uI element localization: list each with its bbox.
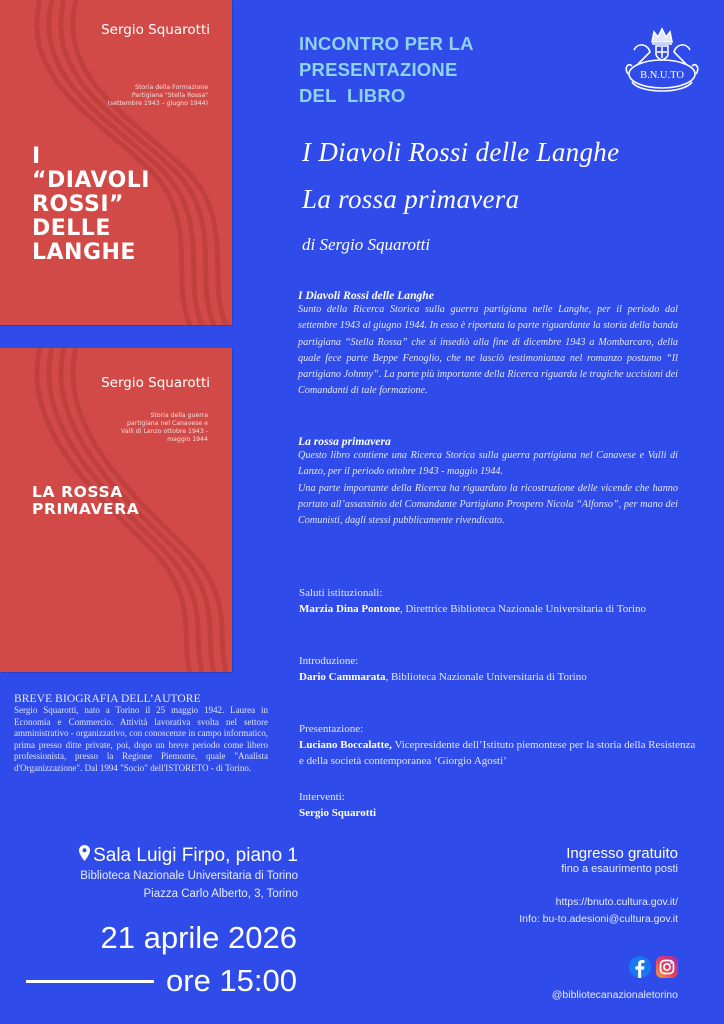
book-title-1: I Diavoli Rossi delle Langhe <box>302 137 620 167</box>
cover-title <box>32 484 139 518</box>
cover-subtitle-line: Storia della Formazione <box>135 84 208 91</box>
event-time-row <box>26 963 297 999</box>
location-pin-icon <box>79 845 90 867</box>
cover-title-line: LANGHE <box>32 240 136 265</box>
program-item-presentazione <box>299 721 699 769</box>
event-address: Piazza Carlo Alberto, 3, Torino <box>143 888 298 900</box>
speaker-name: Sergio Squarotti <box>299 807 377 819</box>
synopsis-rossa-primavera <box>298 435 678 529</box>
entry-info: Ingresso gratuito <box>566 845 678 862</box>
program-label: Saluti istituzionali: <box>299 587 383 599</box>
social-icons <box>629 956 678 978</box>
event-place: Sala Luigi Firpo, piano 1 <box>93 845 298 866</box>
program-item-introduzione <box>299 653 699 685</box>
program-item-saluti <box>299 585 699 617</box>
cover-title-line: ROSSI” <box>32 192 124 217</box>
byline: di Sergio Squarotti <box>302 235 431 254</box>
cover-subtitle <box>108 84 208 108</box>
library-crest-icon <box>622 24 702 100</box>
event-venue: Biblioteca Nazionale Universitaria di Torino <box>80 870 298 882</box>
cover-subtitle-line: partigiana nel Canavese e <box>126 420 208 427</box>
cover-title-line: DELLE <box>32 216 111 241</box>
program-label: Introduzione: <box>299 655 359 667</box>
synopsis-text: Sunto della Ricerca Storica sulla guerra partigiana nelle Langhe, per il periodo dal settembre 1943 al giugno 1944. In esso è riportata la parte riguardante la storia della banda partigiana “Stella Rossa” che si insediò alla fine di dicembre 1943 a Mombarcaro, della quale fece parte Beppe Fenoglio, che ne lasciò testimonianza nel romanzo postumo “Il partigiano Johnny”. La parte più importante della Ricerca riguarda le tragiche uccisioni dei Comandanti di tale formazione. <box>298 304 678 397</box>
event-location <box>18 845 298 903</box>
bio-text: Sergio Squarotti, nato a Torino il 25 maggio 1942. Laurea in Economia e Commercio. Attività lavorativa svolta nel settore amministrativo - organizzativo, con conoscenze in campo informatico, prima presso ditte private, poi, dopo un breve periodo come libero professionista, presso la Regione Piemonte, quale "Analista d'Organizzazione". Dal 1994 "Socio" dell'ISTORETO - di Torino. <box>14 705 268 773</box>
event-heading <box>299 31 474 109</box>
event-info <box>519 845 678 928</box>
cover-title-line: LA ROSSA <box>32 483 123 501</box>
event-heading-line: DEL LIBRO <box>299 85 406 106</box>
bio-title: BREVE BIOGRAFIA DELL’AUTORE <box>14 693 201 705</box>
book-title-2: La rossa primavera <box>302 184 520 214</box>
cover-author: Sergio Squarotti <box>101 22 210 38</box>
event-heading-line: INCONTRO PER LA <box>299 33 474 54</box>
event-time: ore 15:00 <box>166 963 297 998</box>
synopsis-diavoli-rossi <box>298 289 678 400</box>
program-item-interventi <box>299 789 699 821</box>
email-link[interactable]: Info: bu-to.adesioni@cultura.gov.it <box>519 913 678 925</box>
cover-subtitle-line: Valli di Lanzo ottobre 1943 - <box>121 428 208 435</box>
author-bio <box>14 693 268 775</box>
program-label: Presentazione: <box>299 723 364 735</box>
speaker-role: , Direttrice Biblioteca Nazionale Universitaria di Torino <box>399 603 646 615</box>
cover-title-line: I <box>32 144 41 169</box>
divider-line <box>26 980 154 983</box>
cover-subtitle-line: maggio 1944 <box>167 436 208 443</box>
cover-subtitle-line: (settembre 1943 – giugno 1944) <box>107 100 208 107</box>
book-cover-rossa-primavera <box>0 348 232 672</box>
speaker-role: Vicepresidente dell’Istituto piemontese per la storia della Resistenza e della società contemporanea ‘Giorgio Agosti’ <box>299 739 696 767</box>
synopsis-title: La rossa primavera <box>298 435 391 448</box>
book-cover-diavoli-rossi <box>0 0 232 325</box>
speaker-role: , Biblioteca Nazionale Universitaria di Torino <box>385 671 587 683</box>
speaker-name: Dario Cammarata <box>299 671 386 683</box>
cover-author: Sergio Squarotti <box>101 375 210 391</box>
bnuto-logo <box>622 24 702 100</box>
cover-subtitle-line: Storia della guerra <box>150 412 208 419</box>
logo-text: B.N.U.TO <box>640 70 684 81</box>
speaker-name: Marzia Dina Pontone <box>299 603 400 615</box>
facebook-icon[interactable] <box>629 956 651 978</box>
synopsis-text: Questo libro contiene una Ricerca Storica sulla guerra partigiana nel Canavese e Valli di Lanzo, per il periodo ottobre 1943 - maggio 1944. <box>298 450 678 478</box>
synopsis-title: I Diavoli Rossi delle Langhe <box>298 289 434 302</box>
cover-title-line: “DIAVOLI <box>32 168 150 193</box>
cover-subtitle <box>121 412 208 444</box>
cover-title-line: PRIMAVERA <box>32 500 140 518</box>
program-label: Interventi: <box>299 791 345 803</box>
instagram-icon[interactable] <box>656 956 678 978</box>
cover-subtitle-line: Partigiana "Stella Rossa" <box>131 92 208 99</box>
cover-title <box>32 145 150 265</box>
event-heading-line: PRESENTAZIONE <box>299 59 458 80</box>
synopsis-text: Una parte importante della Ricerca ha riguardato la ricostruzione delle vicende che hanno portato all’assassinio del Comandante Partigiano Prospero Nicola “Alfonso”, per mano dei Comunisti, dagli stessi pubblicamente rivendicato. <box>298 482 678 527</box>
social-handle[interactable]: @bibliotecanazionaletorino <box>551 989 678 1001</box>
website-link[interactable]: https://bnuto.cultura.gov.it/ <box>555 896 678 908</box>
event-date: 21 aprile 2026 <box>100 920 297 955</box>
entry-note: fino a esaurimento posti <box>561 863 678 875</box>
speaker-name: Luciano Boccalatte, <box>299 739 392 751</box>
